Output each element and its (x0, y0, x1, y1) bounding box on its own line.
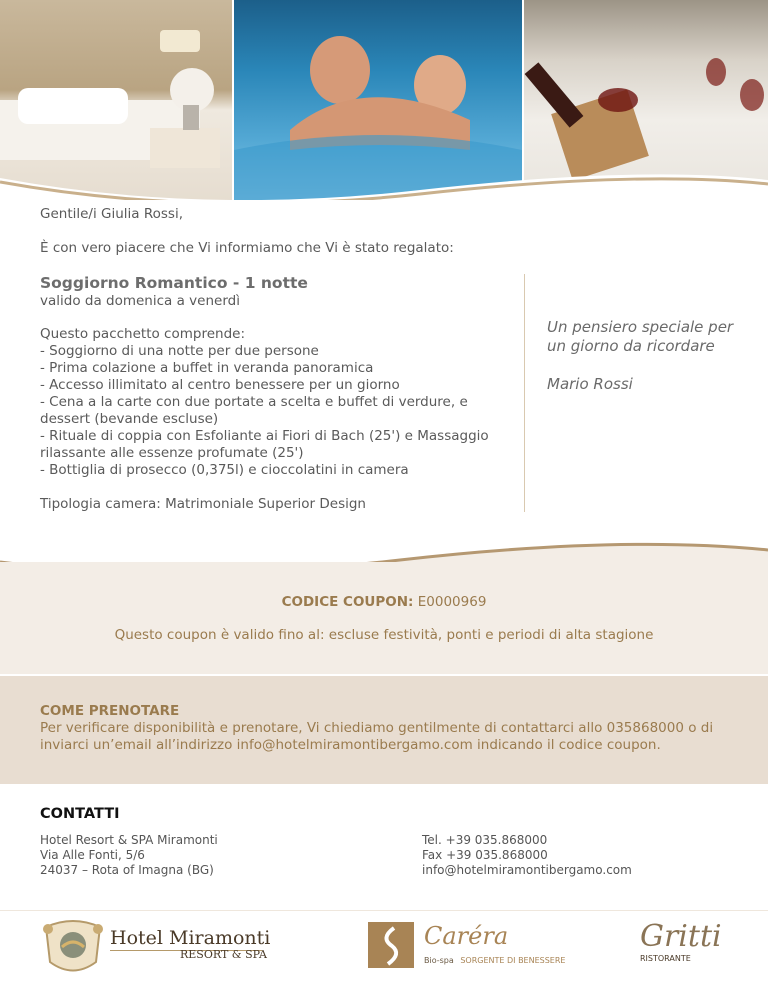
spa-logo-name: Caréra (424, 922, 509, 950)
address-line: 24037 – Rota of Imagna (BG) (40, 863, 214, 877)
spa-logo-sub-2: SORGENTE DI BENESSERE (460, 956, 566, 965)
gift-message-text: Un pensiero speciale per un giorno da ricordare (547, 318, 734, 355)
contacts-phones (422, 833, 632, 878)
includes-heading: Questo pacchetto comprende: (40, 326, 245, 342)
contacts-address (40, 833, 218, 878)
coupon-validity: Questo coupon è valido fino al: escluse festività, ponti e periodi di alta stagione (114, 627, 654, 643)
vertical-divider (524, 274, 525, 512)
hotel-logo-name: Hotel Miramonti (110, 927, 271, 949)
hotel-logo-sub: RESORT & SPA (180, 948, 267, 961)
include-item: - Rituale di coppia con Esfoliante ai Fiori di Bach (25') e Massaggio rilassante alle essenze profumate (25') (40, 428, 489, 461)
restaurant-logo-sub: RISTORANTE (640, 954, 691, 963)
greeting: Gentile/i Giulia Rossi, (40, 206, 183, 222)
address-line: Hotel Resort & SPA Miramonti (40, 833, 218, 847)
spa-logo-sub-1: Bio-spa (424, 956, 454, 965)
hero-banner (0, 0, 768, 200)
gift-sender: Mario Rossi (547, 375, 633, 393)
booking-text: Per verificare disponibilità e prenotare, Vi chiediamo gentilmente di contattarci allo 035868000 o di inviarci un’email all’indirizzo info@hotelmiramontibergamo.com indicando il codice coupon. (40, 720, 714, 753)
hotel-crest-icon (38, 917, 108, 977)
phone-line: Tel. +39 035.868000 (422, 833, 548, 847)
contacts-heading: CONTATTI (40, 806, 120, 822)
booking-heading: COME PRENOTARE (40, 703, 180, 719)
coupon-label: CODICE COUPON: (281, 594, 414, 610)
spa-logo-sub (424, 956, 565, 966)
package-validity: valido da domenica a venerdì (40, 293, 240, 309)
include-item: - Soggiorno di una notte per due persone (40, 343, 319, 359)
coupon-section (0, 562, 768, 674)
spa-logo-icon (368, 922, 414, 968)
include-item: - Accesso illimitato al centro benessere per un giorno (40, 377, 400, 393)
intro-text: È con vero piacere che Vi informiamo che Vi è stato regalato: (40, 240, 454, 256)
address-line: Via Alle Fonti, 5/6 (40, 848, 145, 862)
gift-message (547, 318, 737, 394)
hero-decoration (0, 0, 768, 200)
include-item: - Prima colazione a buffet in veranda panoramica (40, 360, 374, 376)
package-title: Soggiorno Romantico - 1 notte (40, 274, 308, 292)
fax-line: Fax +39 035.868000 (422, 848, 548, 862)
include-item: - Bottiglia di prosecco (0,375l) e cioccolatini in camera (40, 462, 409, 478)
restaurant-logo-name: Gritti (640, 919, 722, 954)
package-includes (40, 326, 510, 479)
email-line: info@hotelmiramontibergamo.com (422, 863, 632, 877)
coupon-code-line (0, 594, 768, 611)
room-type: Tipologia camera: Matrimoniale Superior Design (40, 496, 366, 512)
coupon-code: E0000969 (417, 594, 487, 610)
include-item: - Cena a la carte con due portate a scelta e buffet di verdure, e dessert (bevande escluse) (40, 394, 468, 427)
